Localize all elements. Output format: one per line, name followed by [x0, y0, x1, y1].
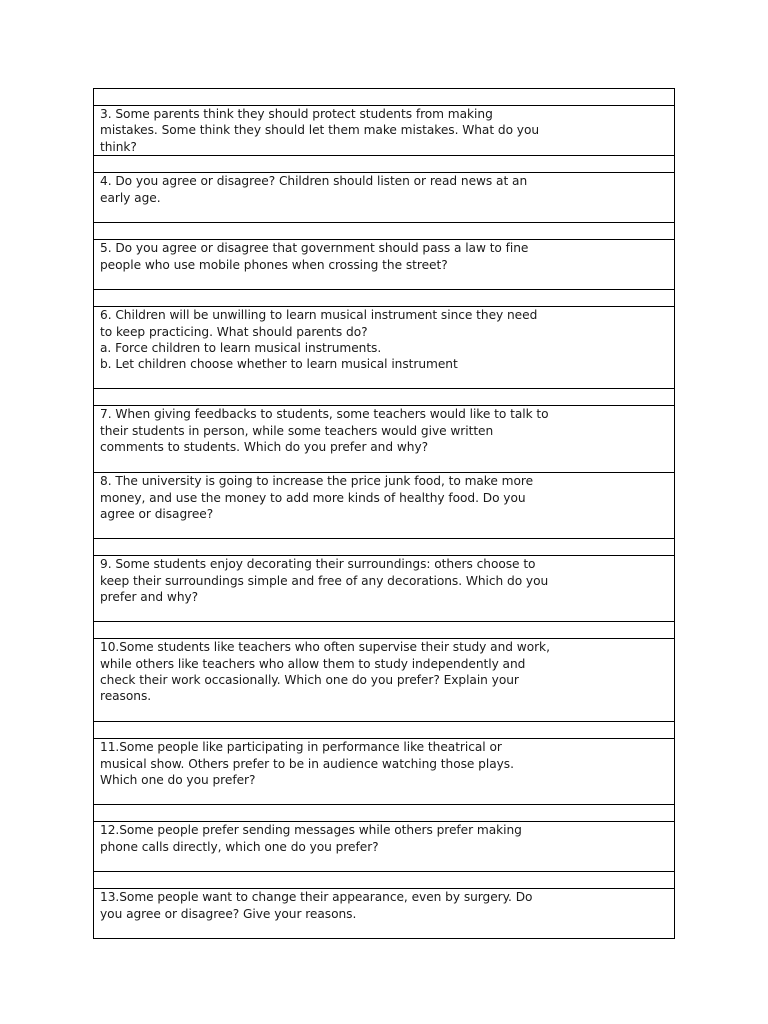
spacer-cell: [94, 156, 675, 173]
table-row-spacer: [94, 156, 675, 173]
table-row-question: [94, 822, 675, 872]
table-row-question: [94, 889, 675, 939]
question-text: 9. Some students enjoy decorating their surroundings: others choose to keep their surroundings simple and free of any decorations. Which do you prefer and why?: [100, 557, 549, 605]
table-row-question: [94, 240, 675, 290]
question-cell: [94, 106, 675, 156]
question-text: 5. Do you agree or disagree that government should pass a law to fine people who use mobile phones when crossing the street?: [100, 241, 529, 272]
spacer-cell: [94, 722, 675, 739]
table-row-spacer: [94, 389, 675, 406]
question-cell: [94, 473, 675, 539]
table-row-question: [94, 639, 675, 722]
table-row-spacer: [94, 539, 675, 556]
spacer-cell: [94, 89, 675, 106]
table-row-spacer: [94, 89, 675, 106]
table-row-spacer: [94, 290, 675, 307]
question-cell: [94, 822, 675, 872]
question-text: 10.Some students like teachers who often supervise their study and work, while others like teachers who allow them to study independently and check their work occasionally. Which one do you prefer? Explain your reasons.: [100, 640, 550, 704]
table-row-question: [94, 307, 675, 389]
table-row-spacer: [94, 223, 675, 240]
question-cell: [94, 406, 675, 473]
table-row-spacer: [94, 805, 675, 822]
question-cell: [94, 173, 675, 223]
spacer-cell: [94, 290, 675, 307]
table-row-spacer: [94, 872, 675, 889]
table-row-question: [94, 739, 675, 805]
spacer-cell: [94, 805, 675, 822]
question-text: 11.Some people like participating in performance like theatrical or musical show. Others prefer to be in audience watching those plays. Which one do you prefer?: [100, 740, 514, 788]
table-row-question: [94, 173, 675, 223]
spacer-cell: [94, 872, 675, 889]
question-cell: [94, 889, 675, 939]
question-cell: [94, 556, 675, 622]
questions-table: [93, 88, 675, 939]
spacer-cell: [94, 389, 675, 406]
question-cell: [94, 240, 675, 290]
table-row-question: [94, 556, 675, 622]
question-text: 3. Some parents think they should protect students from making mistakes. Some think they should let them make mistakes. What do you think?: [100, 107, 540, 154]
question-text: 6. Children will be unwilling to learn musical instrument since they need to keep practicing. What should parents do? a. Force children to learn musical instruments. b. Let children choose whether to learn musical instrument: [100, 308, 538, 372]
table-row-question: [94, 106, 675, 156]
question-cell: [94, 639, 675, 722]
table-row-spacer: [94, 722, 675, 739]
question-cell: [94, 739, 675, 805]
question-text: 4. Do you agree or disagree? Children should listen or read news at an early age.: [100, 174, 528, 205]
question-text: 13.Some people want to change their appearance, even by surgery. Do you agree or disagree? Give your reasons.: [100, 890, 533, 921]
question-cell: [94, 307, 675, 389]
table-row-question: [94, 406, 675, 473]
spacer-cell: [94, 539, 675, 556]
question-text: 7. When giving feedbacks to students, some teachers would like to talk to their students in person, while some teachers would give written comments to students. Which do you prefer and why?: [100, 407, 549, 455]
question-text: 12.Some people prefer sending messages while others prefer making phone calls directly, which one do you prefer?: [100, 823, 522, 854]
table-row-question: [94, 473, 675, 539]
table-row-spacer: [94, 622, 675, 639]
question-text: 8. The university is going to increase the price junk food, to make more money, and use the money to add more kinds of healthy food. Do you agree or disagree?: [100, 474, 534, 522]
spacer-cell: [94, 622, 675, 639]
spacer-cell: [94, 223, 675, 240]
questions-table-body: [94, 89, 675, 939]
